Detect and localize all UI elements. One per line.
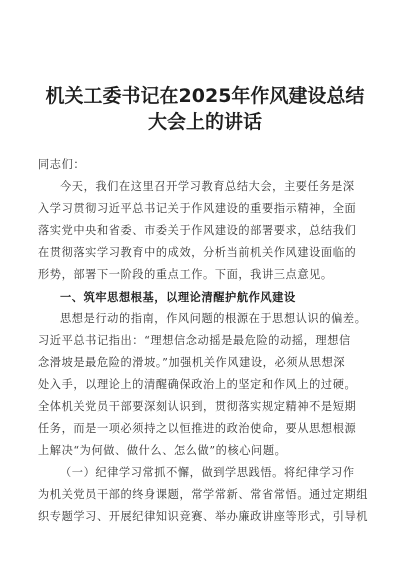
paragraph-line: 处入手，以理论上的清醒确保政治上的坚定和作风上的过硬。	[38, 378, 357, 391]
document-title-line-2: 大会上的讲话	[147, 111, 262, 133]
salutation: 同志们：	[38, 158, 86, 171]
paragraph-line: 上解决“为何做、做什么、怎么做”的核心问题。	[38, 444, 287, 457]
paragraph-line: （一）纪律学习常抓不懈，做到学思践悟。将纪律学习作	[60, 466, 355, 479]
paragraph-line: 思想是行动的指南，作风问题的根源在于思想认识的偏差。	[60, 312, 367, 325]
paragraph-line: 落实党中央和省委、市委关于作风建设的部署要求，总结我们	[38, 224, 357, 237]
section-heading: 一、筑牢思想根基，以理论清醒护航作风建设	[60, 290, 296, 304]
paragraph-line: 织专题学习、开展纪律知识竞赛、举办廉政讲座等形式，引导机	[38, 510, 369, 523]
paragraph-line: 全体机关党员干部要深刻认识到，贯彻落实规定精神不是短期	[38, 400, 357, 413]
paragraph-line: 入学习贯彻习近平总书记关于作风建设的重要指示精神，全面	[38, 202, 357, 215]
paragraph-line: 习近平总书记指出：“理想信念动摇是最危险的动摇，理想信	[38, 334, 351, 347]
paragraph-line: 为机关党员干部的终身课题，常学常新、常省常悟。通过定期组	[38, 488, 369, 501]
document-title-line-1: 机关工委书记在2025年作风建设总结	[45, 85, 365, 107]
paragraph-line: 任务，而是一项必须持之以恒推进的政治使命，要从思想根源	[38, 422, 357, 435]
paragraph-line: 在贯彻落实学习教育中的成效，分析当前机关作风建设面临的	[38, 246, 357, 259]
paragraph-line: 今天，我们在这里召开学习教育总结大会，主要任务是深	[60, 180, 355, 193]
paragraph-line: 念滑坡是最危险的滑坡。”加强机关作风建设，必须从思想深	[38, 356, 346, 369]
paragraph-line: 形势，部署下一阶段的重点工作。下面，我讲三点意见。	[38, 268, 333, 281]
